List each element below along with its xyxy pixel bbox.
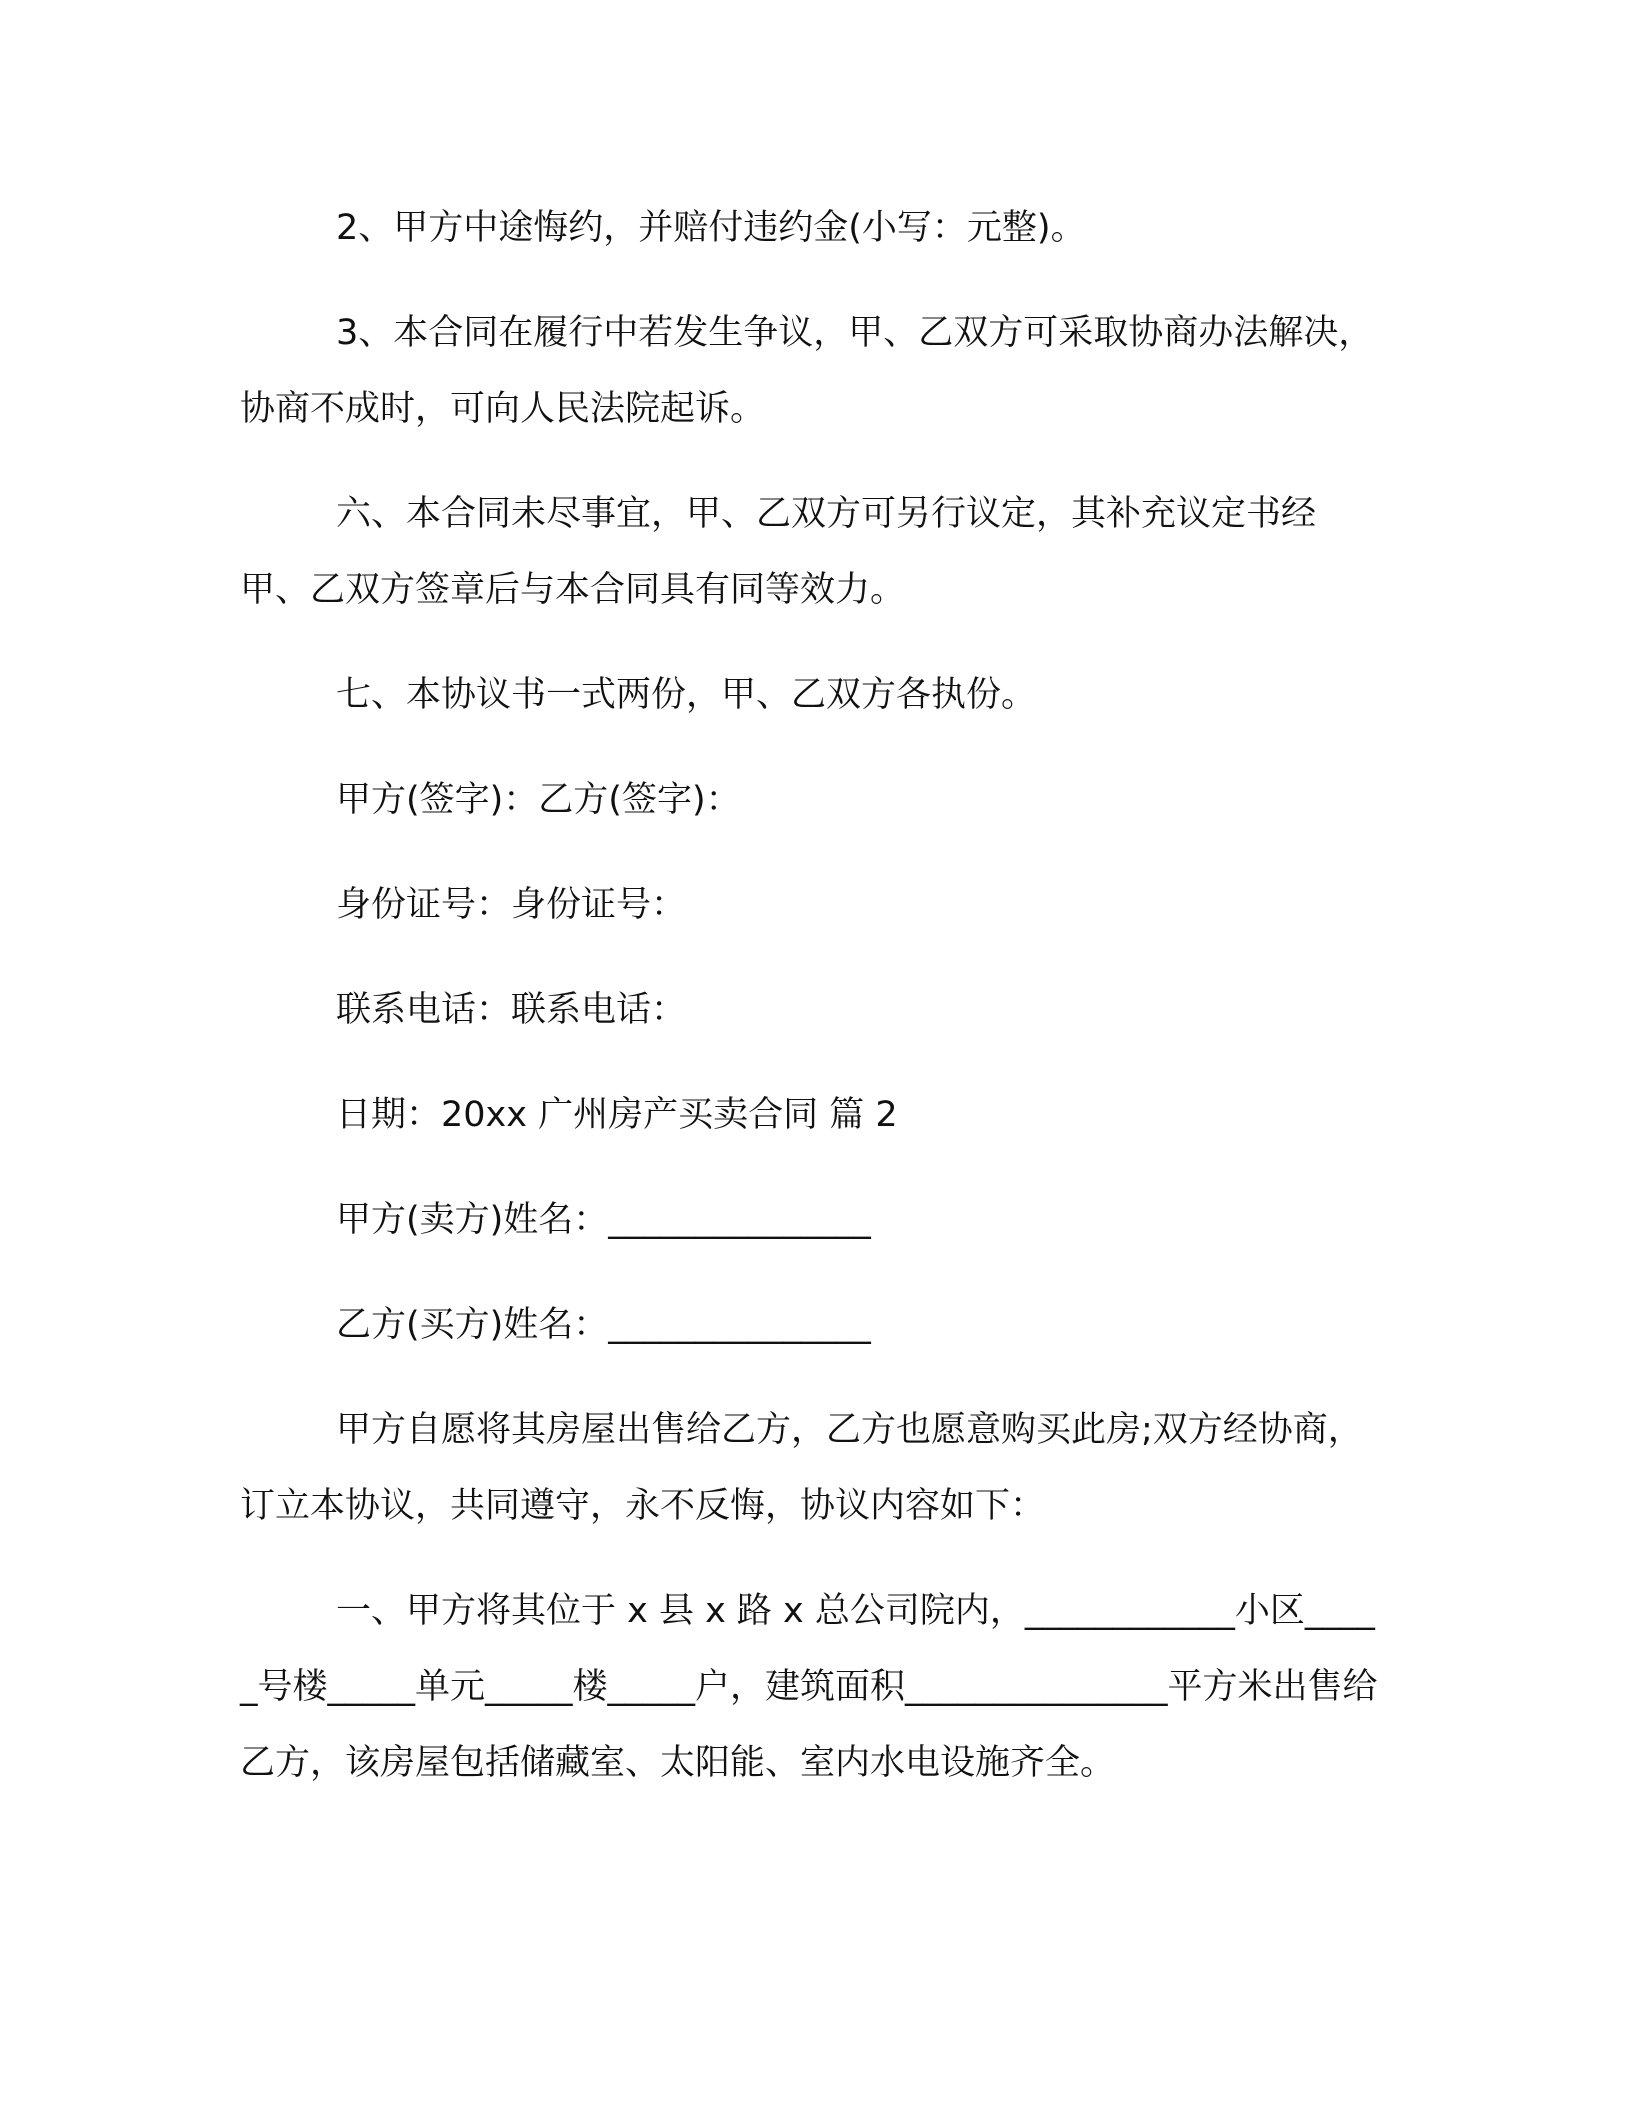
clause-2-breach-penalty: 2、甲方中途悔约，并赔付违约金(小写：元整)。 xyxy=(336,208,1086,248)
date-and-section-title: 日期：20xx 广州房产买卖合同 篇 2 xyxy=(336,1095,898,1135)
buyer-name-line: 乙方(买方)姓名：_______________ xyxy=(336,1305,871,1345)
clause-6-supplementary-agreement: 六、本合同未尽事宜，甲、乙双方可另行议定，其补充议定书经甲、乙双方签章后与本合同具有同等效力。 xyxy=(240,494,1317,610)
phone-line: 联系电话：联系电话： xyxy=(336,990,687,1030)
seller-name-line: 甲方(卖方)姓名：_______________ xyxy=(336,1200,871,1240)
clause-7-copies: 七、本协议书一式两份，甲、乙双方各执份。 xyxy=(336,675,1037,715)
signature-line: 甲方(签字)：乙方(签字)： xyxy=(336,780,741,820)
document-body xyxy=(240,190,1380,1830)
clause-3-dispute-resolution: 3、本合同在履行中若发生争议，甲、乙双方可采取协商办法解决，协商不成时，可向人民法院起诉。 xyxy=(240,313,1374,429)
clause-1-property-description: 一、甲方将其位于 x 县 x 路 x 总公司院内，____________小区_____号楼_____单元_____楼_____户，建筑面积_______________平方米出售给乙方，该房屋包括储藏室、太阳能、室内水电设施齐全。 xyxy=(240,1591,1378,1783)
agreement-preamble: 甲方自愿将其房屋出售给乙方，乙方也愿意购买此房;双方经协商，订立本协议，共同遵守，永不反悔，协议内容如下： xyxy=(240,1410,1363,1526)
id-number-line: 身份证号：身份证号： xyxy=(336,885,687,925)
